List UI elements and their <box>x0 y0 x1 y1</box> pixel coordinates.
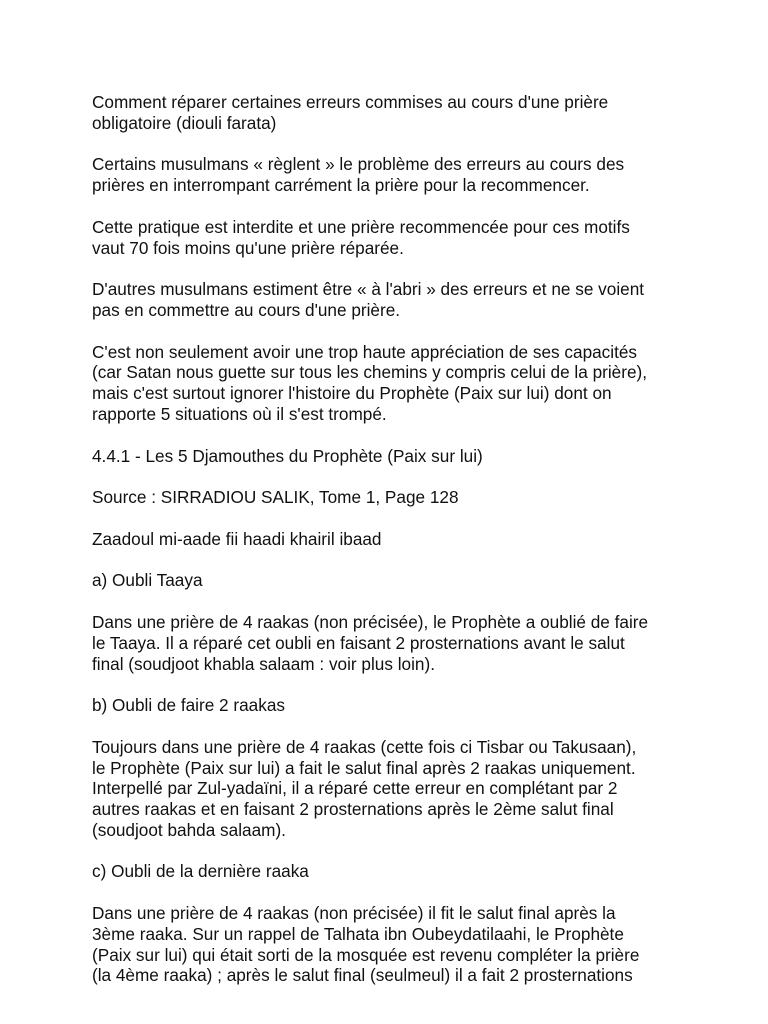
section-heading: 4.4.1 - Les 5 Djamouthes du Prophète (Paix sur lui) <box>92 445 483 466</box>
paragraph-intro: Certains musulmans « règlent » le problème des erreurs au cours des prières en interrompant carrément la prière pour la recommencer. <box>92 154 625 196</box>
subheading-a: a) Oubli Taaya <box>92 570 203 591</box>
paragraph-prophet-history: C'est non seulement avoir une trop haute appréciation de ses capacités (car Satan nous guette sur tous les chemins y compris celui de la prière), mais c'est surtout ignorer l'histoire du Prophète (Paix sur lui) dont on rapporte 5 situations où il s'est trompé. <box>92 341 648 424</box>
document-body <box>92 92 692 1007</box>
paragraph-others: D'autres musulmans estiment être « à l'abri » des erreurs et ne se voient pas en commettre au cours d'une prière. <box>92 279 645 320</box>
paragraph-forbidden: Cette pratique est interdite et une prière recommencée pour ces motifs vaut 70 fois moins qu'une prière réparée. <box>92 216 630 258</box>
subheading-b: b) Oubli de faire 2 raakas <box>92 695 285 716</box>
paragraph-c: Dans une prière de 4 raakas (non précisée) il fit le salut final après la 3ème raaka. Sur un rappel de Talhata ibn Oubeydatilaahi, le Prophète (Paix sur lui) qui était sorti de la mosquée est revenu compléter la prière (la 4ème raaka) ; après le salut final (seulmeul) il a fait 2 prosternations <box>92 903 640 986</box>
subheading-c: c) Oubli de la dernière raaka <box>92 861 309 882</box>
paragraph-a: Dans une prière de 4 raakas (non précisée), le Prophète a oublié de faire le Taaya. Il a réparé cet oubli en faisant 2 prosternations avant le salut final (soudjoot khabla salaam : voir plus loin). <box>92 611 649 674</box>
paragraph-b: Toujours dans une prière de 4 raakas (cette fois ci Tisbar ou Takusaan), le Prophète (Paix sur lui) a fait le salut final après 2 raakas uniquement. Interpellé par Zul-yadaïni, il a réparé cette erreur en complétant par 2 autres raakas et en faisant 2 prosternations après le 2ème salut final (soudjoot bahda salaam). <box>92 736 637 840</box>
source-line: Source : SIRRADIOU SALIK, Tome 1, Page 128 <box>92 487 459 508</box>
quote-line: Zaadoul mi-aade fii haadi khairil ibaad <box>92 528 382 549</box>
document-title: Comment réparer certaines erreurs commises au cours d'une prière obligatoire (diouli farata) <box>92 92 609 133</box>
